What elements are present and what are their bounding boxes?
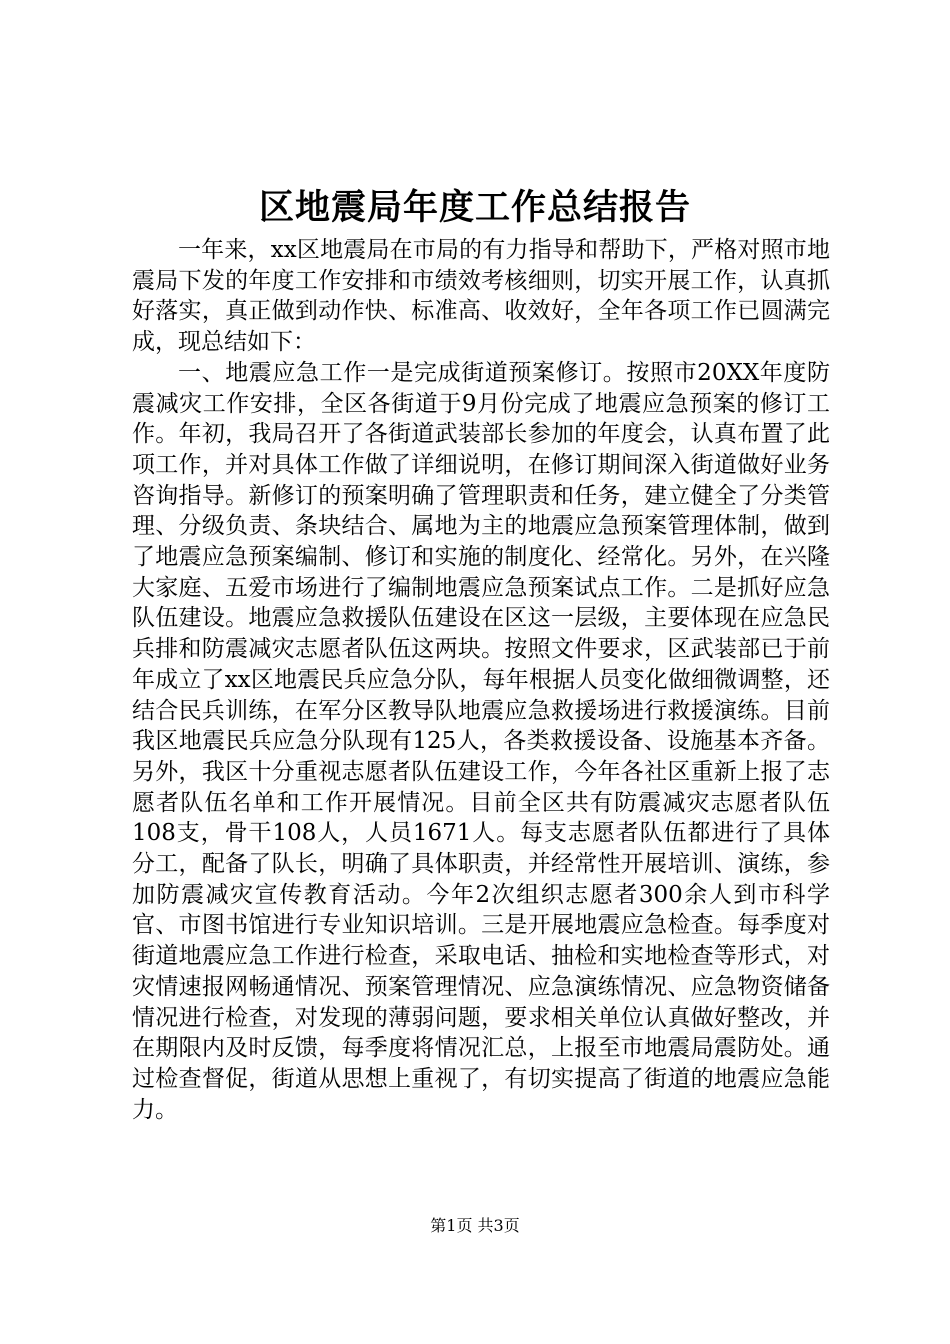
- document-title: 区地震局年度工作总结报告: [258, 187, 691, 228]
- page-footer: [0, 1216, 950, 1236]
- page-indicator: 第1页 共3页: [430, 1216, 520, 1235]
- paragraph-intro: 一年来，xx区地震局在市局的有力指导和帮助下，严格对照市地震局下发的年度工作安排和市绩效考核细则，切实开展工作，认真抓好落实，真正做到动作快、标准高、收效好，全年各项工作已圆满完成，现总结如下：: [132, 237, 830, 356]
- document-body: [132, 235, 830, 1125]
- paragraph-earthquake-emergency: 一、地震应急工作一是完成街道预案修订。按照市20XX年度防震减灾工作安排，全区各街道于9月份完成了地震应急预案的修订工作。年初，我局召开了各街道武装部长参加的年度会，认真布置了此项工作，并对具体工作做了详细说明，在修订期间深入街道做好业务咨询指导。新修订的预案明确了管理职责和任务，建立健全了分类管理、分级负责、条块结合、属地为主的地震应急预案管理体制，做到了地震应急预案编制、修订和实施的制度化、经常化。另外，在兴隆大家庭、五爱市场进行了编制地震应急预案试点工作。二是抓好应急队伍建设。地震应急救援队伍建设在区这一层级，主要体现在应急民兵排和防震减灾志愿者队伍这两块。按照文件要求，区武装部已于前年成立了xx区地震民兵应急分队，每年根据人员变化做细微调整，还结合民兵训练，在军分区教导队地震应急救援场进行救援演练。目前我区地震民兵应急分队现有125人，各类救援设备、设施基本齐备。另外，我区十分重视志愿者队伍建设工作，今年各社区重新上报了志愿者队伍名单和工作开展情况。目前全区共有防震减灾志愿者队伍108支，骨干108人，人员1671人。每支志愿者队伍都进行了具体分工，配备了队长，明确了具体职责，并经常性开展培训、演练，参加防震减灾宣传教育活动。今年2次组织志愿者300余人到市科学官、市图书馆进行专业知识培训。三是开展地震应急检查。每季度对街道地震应急工作进行检查，采取电话、抽检和实地检查等形式，对灾情速报网畅通情况、预案管理情况、应急演练情况、应急物资储备情况进行检查，对发现的薄弱问题，要求相关单位认真做好整改，并在期限内及时反馈，每季度将情况汇总，上报至市地震局震防处。通过检查督促，街道从思想上重视了，有切实提高了街道的地震应急能力。: [132, 359, 830, 1123]
